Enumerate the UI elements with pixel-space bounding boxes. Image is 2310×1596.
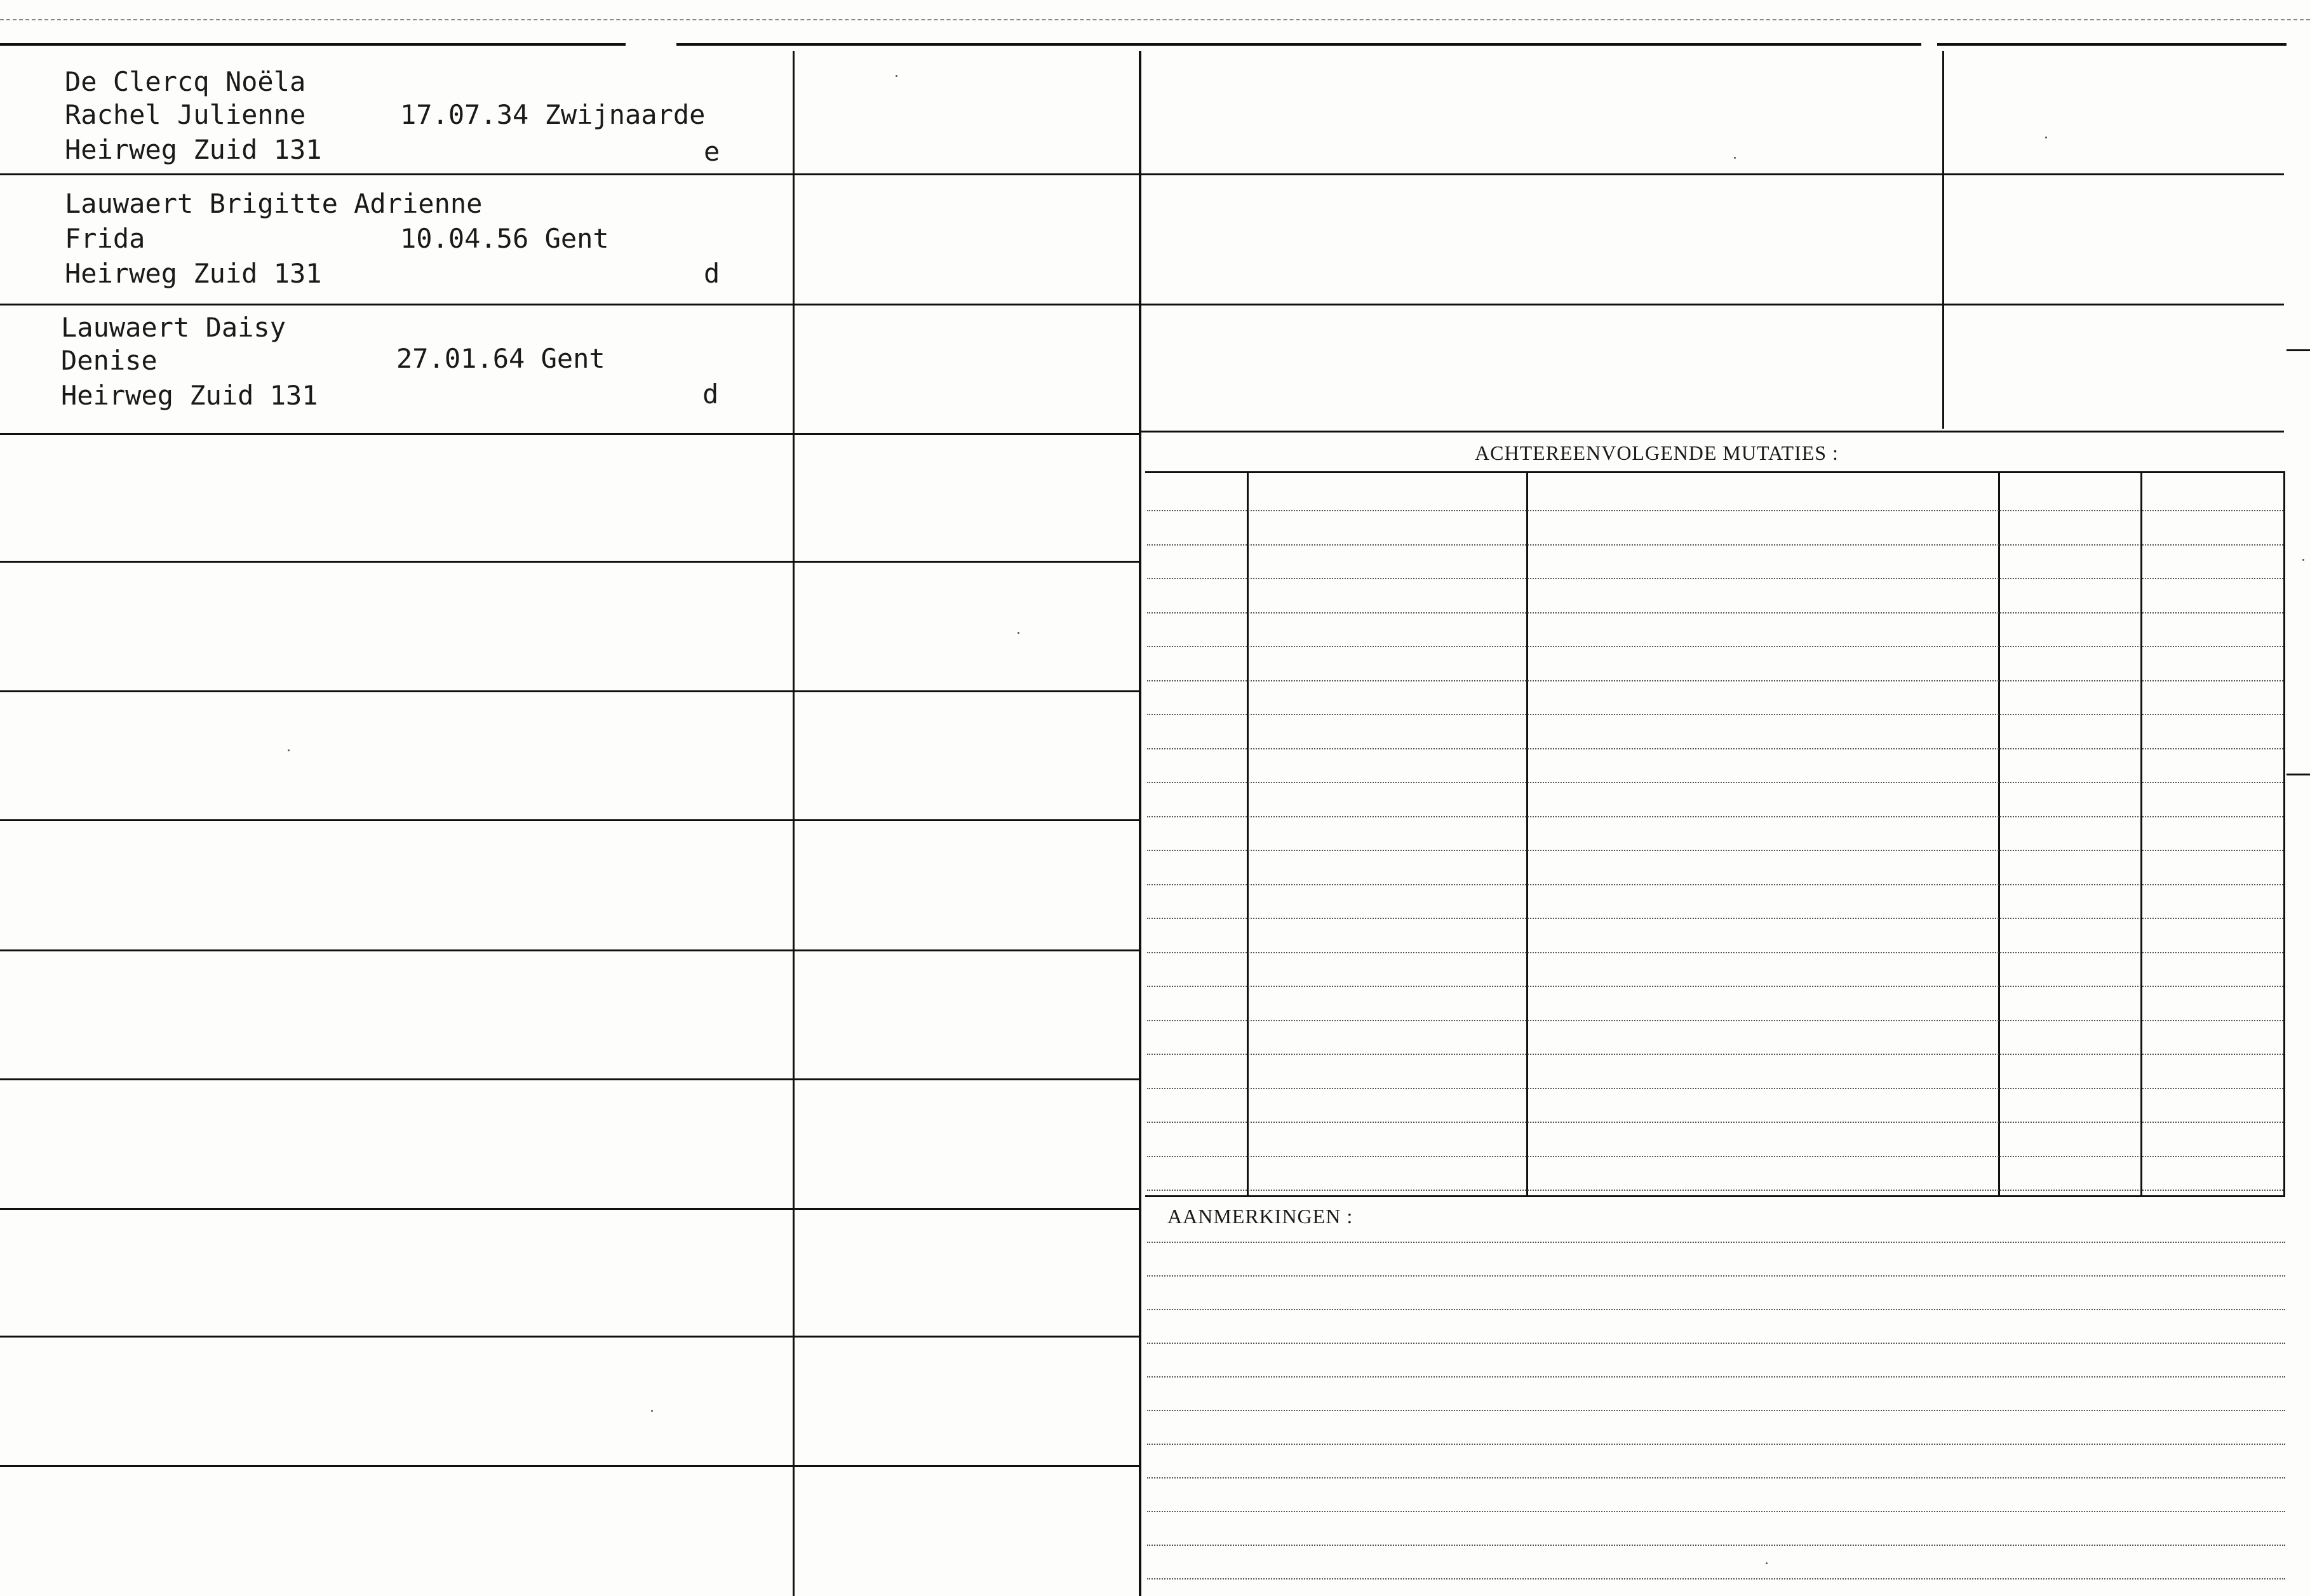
person-given-names: Denise <box>61 345 158 376</box>
middle-row-line <box>795 433 1139 435</box>
person-code: d <box>702 379 719 410</box>
mutation-dotted-line <box>1147 850 2283 851</box>
col-divider-right <box>1942 51 1944 429</box>
left-row-line <box>0 173 793 175</box>
mutation-dotted-line <box>1147 1156 2283 1157</box>
left-row-line <box>0 819 793 821</box>
left-row-line <box>0 1208 793 1210</box>
person-code: e <box>704 136 720 167</box>
middle-row-line <box>795 1336 1139 1338</box>
mutations-col-5 <box>2283 473 2285 1195</box>
col-divider-main <box>1139 51 1141 1596</box>
person-code: d <box>704 258 720 289</box>
mutation-dotted-line <box>1147 952 2283 953</box>
left-row-line <box>0 561 793 563</box>
middle-row-line <box>795 949 1139 951</box>
mutation-dotted-line <box>1147 646 2283 647</box>
scan-speck <box>2045 137 2047 138</box>
right-row-line-3 <box>1141 431 2284 433</box>
mutations-top-rule <box>1145 471 2285 473</box>
middle-row-line <box>795 1078 1139 1080</box>
mutation-dotted-line <box>1147 884 2283 885</box>
remark-dotted-line <box>1147 1376 2285 1378</box>
middle-row-line <box>795 690 1139 692</box>
scan-speck <box>1734 157 1736 159</box>
person-given-names: Frida <box>65 223 145 254</box>
mutation-dotted-line <box>1147 680 2283 681</box>
mutation-dotted-line <box>1147 816 2283 817</box>
left-row-line <box>0 1078 793 1080</box>
remark-dotted-line <box>1147 1511 2285 1512</box>
left-row-line <box>0 949 793 951</box>
mutation-dotted-line <box>1147 1088 2283 1089</box>
mutation-dotted-line <box>1147 748 2283 749</box>
person-given-names: Rachel Julienne <box>65 99 306 130</box>
middle-row-line <box>795 1465 1139 1467</box>
edge-tick-1 <box>2286 349 2310 351</box>
mutation-dotted-line <box>1147 612 2283 614</box>
top-rule-middle <box>676 43 1921 46</box>
right-row-line-2 <box>1141 304 2284 305</box>
mutation-dotted-line <box>1147 1020 2283 1021</box>
scan-speck <box>1766 1562 1768 1564</box>
mutations-col-1 <box>1247 473 1249 1195</box>
scan-speck <box>1017 632 1019 634</box>
person-name: De Clercq Noëla <box>65 66 306 97</box>
middle-row-line <box>795 561 1139 563</box>
mutations-title: ACHTEREENVOLGENDE MUTATIES : <box>1475 441 1839 464</box>
remark-dotted-line <box>1147 1242 2285 1243</box>
mutations-col-2 <box>1526 473 1528 1195</box>
person-birth: 17.07.34 Zwijnaarde <box>400 99 706 130</box>
person-address: Heirweg Zuid 131 <box>65 258 322 289</box>
remark-dotted-line <box>1147 1444 2285 1445</box>
scan-speck <box>288 749 290 751</box>
edge-tick-2 <box>2286 774 2310 775</box>
col-divider-left <box>793 51 795 1596</box>
remarks-title: AANMERKINGEN : <box>1167 1205 1353 1228</box>
scan-speck <box>651 1410 653 1412</box>
mutation-dotted-line <box>1147 986 2283 987</box>
top-scan-edge <box>0 19 2310 20</box>
mutation-dotted-line <box>1147 1122 2283 1123</box>
top-rule-left <box>0 43 626 46</box>
left-row-line <box>0 1336 793 1338</box>
remark-dotted-line <box>1147 1477 2285 1479</box>
person-address: Heirweg Zuid 131 <box>65 134 322 165</box>
mutations-col-4 <box>2140 473 2142 1195</box>
middle-row-line <box>795 304 1139 305</box>
scan-speck <box>896 75 897 77</box>
person-birth: 27.01.64 Gent <box>396 343 605 374</box>
person-name: Lauwaert Daisy <box>61 312 286 343</box>
mutation-dotted-line <box>1147 918 2283 919</box>
mutation-dotted-line <box>1147 544 2283 546</box>
mutation-dotted-line <box>1147 1054 2283 1055</box>
person-name: Lauwaert Brigitte Adrienne <box>65 188 483 219</box>
middle-row-line <box>795 819 1139 821</box>
mutation-dotted-line <box>1147 510 2283 511</box>
mutation-dotted-line <box>1147 1190 2283 1191</box>
remark-dotted-line <box>1147 1545 2285 1546</box>
left-row-line <box>0 690 793 692</box>
remark-dotted-line <box>1147 1578 2285 1579</box>
left-row-line <box>0 304 793 305</box>
mutation-dotted-line <box>1147 578 2283 579</box>
mutation-dotted-line <box>1147 782 2283 783</box>
remark-dotted-line <box>1147 1309 2285 1310</box>
remark-dotted-line <box>1147 1410 2285 1411</box>
remark-dotted-line <box>1147 1343 2285 1344</box>
middle-row-line <box>795 1208 1139 1210</box>
left-row-line <box>0 1465 793 1467</box>
mutations-col-3 <box>1998 473 2000 1195</box>
remark-dotted-line <box>1147 1275 2285 1277</box>
scan-speck <box>2302 559 2304 561</box>
middle-row-line <box>795 173 1139 175</box>
person-address: Heirweg Zuid 131 <box>61 380 318 411</box>
mutations-bottom-rule <box>1145 1195 2285 1197</box>
person-birth: 10.04.56 Gent <box>400 223 609 254</box>
left-row-line <box>0 433 793 435</box>
top-rule-right <box>1937 43 2286 46</box>
mutation-dotted-line <box>1147 714 2283 715</box>
right-row-line-1 <box>1141 173 2284 175</box>
